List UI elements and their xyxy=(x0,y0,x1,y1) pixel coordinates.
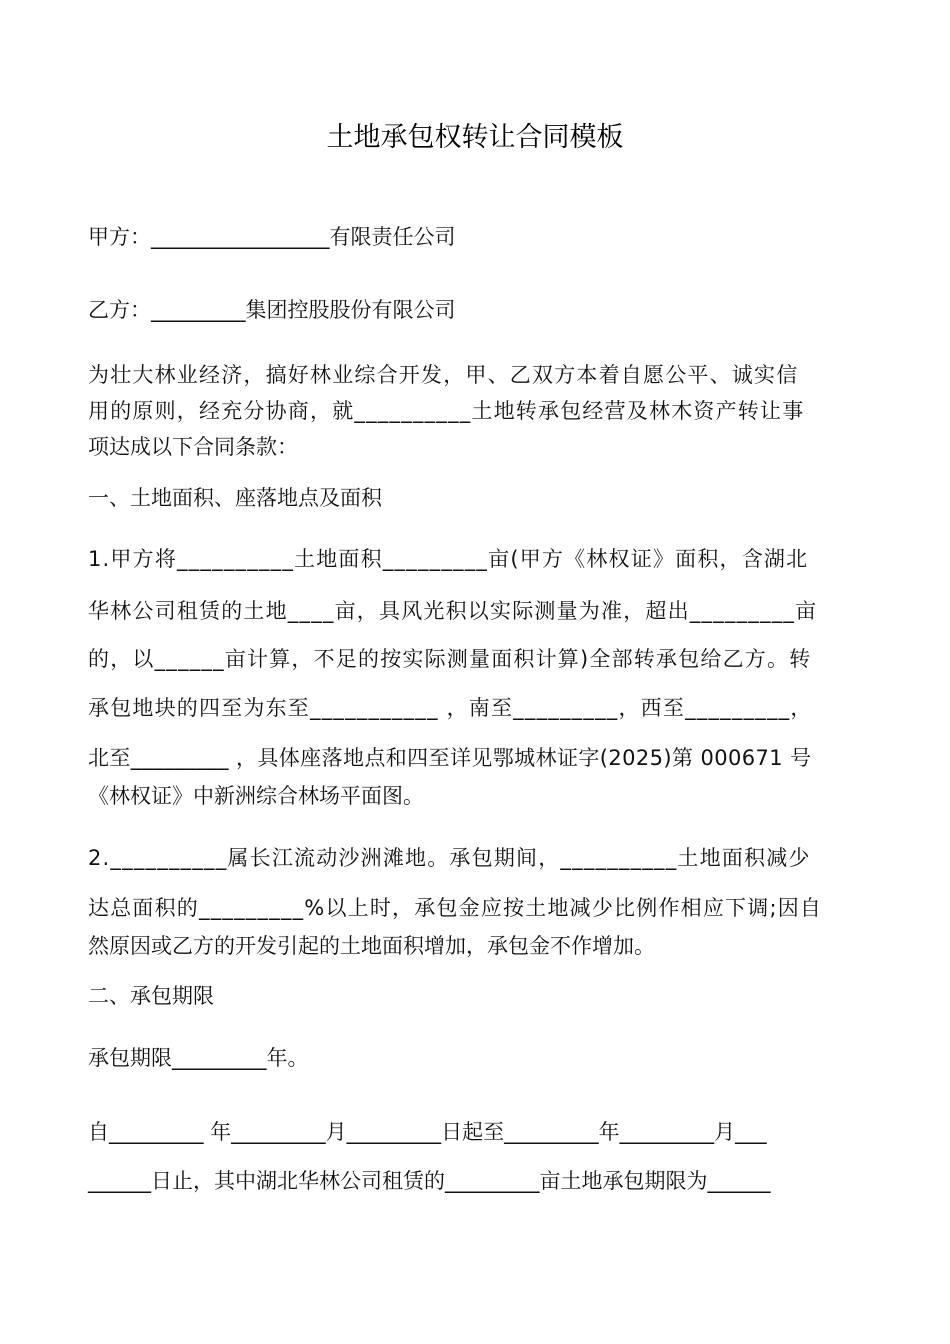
clause-2-line-2: 达总面积的_________%以上时，承包金应按土地减少比例作相应下调;因自 xyxy=(88,896,823,920)
section-heading-1: 一、土地面积、座落地点及面积 xyxy=(88,486,382,510)
preamble-line-3: 项达成以下合同条款： xyxy=(88,435,298,459)
clause-1-line-6: 《林权证》中新洲综合林场平面图。 xyxy=(88,784,424,808)
period-line-1: 自_________ 年_________月_________日起至_________年_________月___ xyxy=(88,1120,767,1144)
preamble-line-1: 为壮大林业经济，搞好林业综合开发，甲、乙双方本着自愿公平、诚实信 xyxy=(88,363,799,387)
party-b-line: 乙方：_________集团控股股份有限公司 xyxy=(88,298,456,322)
period-line-2: ______日止，其中湖北华林公司租赁的_________亩土地承包期限为______ xyxy=(88,1169,771,1193)
document-title: 土地承包权转让合同模板 xyxy=(326,122,624,153)
clause-2-line-3: 然原因或乙方的开发引起的土地面积增加，承包金不作增加。 xyxy=(88,934,655,958)
clause-1-line-1: 1.甲方将__________土地面积_________亩(甲方《林权证》面积，含湖北 xyxy=(88,547,809,571)
section-heading-2: 二、承包期限 xyxy=(88,984,214,1008)
party-a-line: 甲方：_________________有限责任公司 xyxy=(88,225,456,249)
clause-1-line-2: 华林公司租赁的土地____亩，具风光积以实际测量为准，超出_________亩 xyxy=(88,599,818,623)
term-line: 承包期限_________年。 xyxy=(88,1046,309,1070)
clause-2-line-1: 2.__________属长江流动沙洲滩地。承包期间，__________土地面积减少 xyxy=(88,846,811,870)
clause-1-line-5: 北至_________ ，具体座落地点和四至详见鄂城林证字(2025)第 000671 号 xyxy=(88,746,812,770)
preamble-line-2: 用的原则，经充分协商，就__________土地转承包经营及林木资产转让事 xyxy=(88,399,805,423)
clause-1-line-3: 的，以______亩计算，不足的按实际测量面积计算)全部转承包给乙方。转 xyxy=(88,647,812,671)
clause-1-line-4: 承包地块的四至为东至___________ ，南至_________，西至_________， xyxy=(88,696,813,720)
